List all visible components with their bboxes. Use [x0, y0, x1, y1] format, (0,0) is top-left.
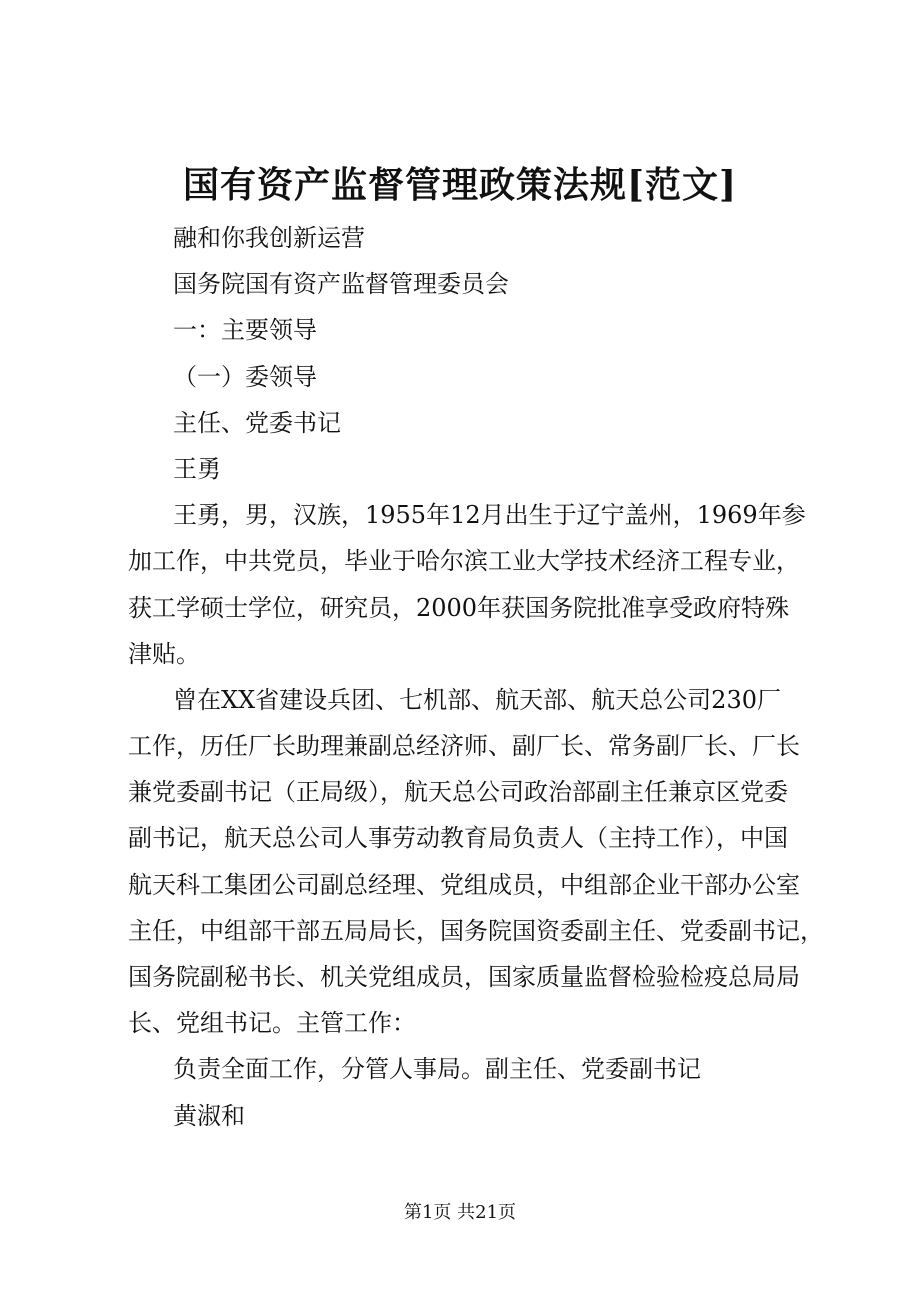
section-heading: 一：主要领导: [173, 316, 317, 345]
position-title: 主任、党委书记: [173, 408, 341, 437]
text-line: 负责全面工作，分管人事局。副主任、党委副书记: [173, 1055, 701, 1084]
text-line: 融和你我创新运营: [173, 224, 365, 252]
paragraph-line: 主任，中组部干部五局局长，国务院国资委副主任、党委副书记，: [128, 916, 824, 945]
document-body: [128, 215, 824, 1139]
subsection-heading: （一）委领导: [173, 362, 317, 391]
paragraph-line: 兼党委副书记（正局级），航天总公司政治部副主任兼京区党委: [128, 778, 788, 807]
paragraph-line: 工作，历任厂长助理兼副总经济师、副厂长、常务副厂长、厂长: [128, 732, 800, 761]
person-name: 王勇: [173, 454, 221, 483]
paragraph-line: 王勇，男，汉族，1955年12月出生于辽宁盖州，1969年参: [173, 501, 806, 530]
paragraph-line: 加工作，中共党员，毕业于哈尔滨工业大学技术经济工程专业，: [128, 547, 800, 576]
paragraph-line: 航天科工集团公司副总经理、党组成员，中组部企业干部办公室: [128, 870, 800, 899]
paragraph-line: 长、党组书记。主管工作：: [128, 1009, 416, 1038]
text-line: 国务院国有资产监督管理委员会: [173, 270, 509, 299]
paragraph-line: 国务院副秘书长、机关党组成员，国家质量监督检验检疫总局局: [128, 963, 800, 991]
paragraph-line: 副书记，航天总公司人事劳动教育局负责人（主持工作），中国: [128, 824, 788, 853]
paragraph-line: 津贴。: [128, 639, 200, 668]
document-title: 国有资产监督管理政策法规[范文]: [182, 164, 738, 206]
paragraph-line: 曾在XX省建设兵团、七机部、航天部、航天总公司230厂: [173, 685, 781, 714]
paragraph-line: 获工学硕士学位，研究员，2000年获国务院批准享受政府特殊: [128, 593, 790, 622]
person-name: 黄淑和: [173, 1101, 245, 1130]
page-number-footer: 第1页 共21页: [403, 1202, 517, 1223]
